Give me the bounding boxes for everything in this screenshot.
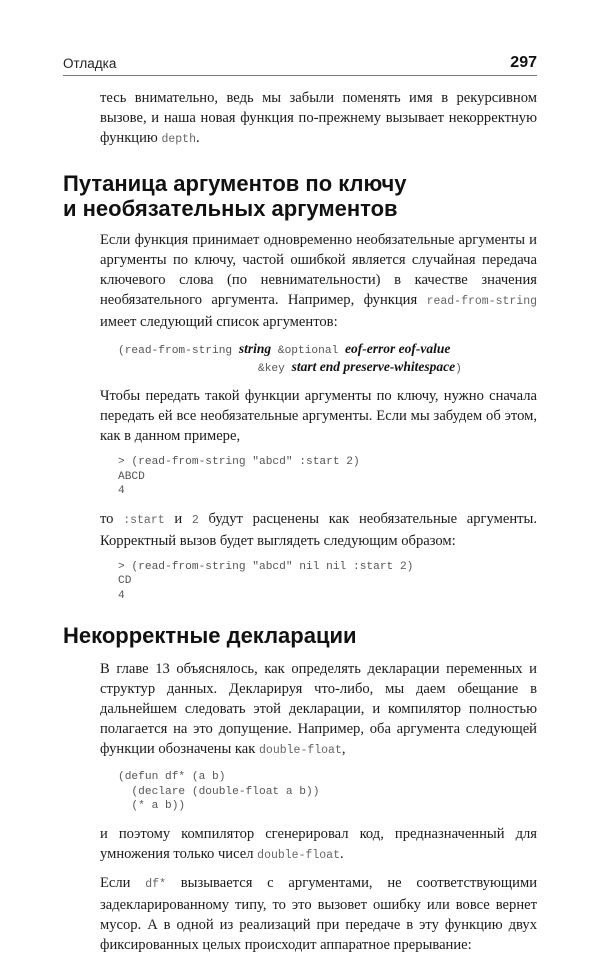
section-heading-arguments [63,171,537,221]
signature-code-block [118,341,537,377]
arguments-text-1a: Если функция принимает одновременно необязательные аргументы и аргументы по ключу, частой ошибкой является случайная передача ключевого слова (по невнимательности) в качестве значения необязательного аргумента. Например, функция [100,232,537,308]
sig-param-string: string [238,341,272,356]
defun-line-3: (* a b)) [118,800,186,812]
section-heading-line2: и необязательных аргументов [63,196,398,221]
intro-text: тесь внимательно, ведь мы забыли поменять имя в рекурсивном вызове, и наша новая функция по-прежнему вызывает некорректную функцию [100,90,537,146]
declarations-code-df: df* [145,877,166,891]
page-content [63,88,537,955]
defun-code-block [118,770,537,814]
declarations-text-3a: Если [100,874,146,891]
sig-key-params: start end preserve-whitespace [291,359,456,374]
example2-line-2: CD [118,575,132,587]
defun-line-1: (defun df* (a b) [118,771,226,783]
arguments-code-start: :start [123,513,165,527]
intro-code-depth: depth [161,133,196,146]
chapter-title: Отладка [63,56,117,71]
example1-line-2: ABCD [118,470,145,483]
intro-text-end: . [195,130,200,146]
declarations-paragraph-1 [100,659,537,761]
example2-line-1: > (read-from-string "abcd" nil nil :start 2) [118,560,414,573]
declarations-text-3b: вызывается с аргументами, не соответствующими задекларированному типу, то это вызовет ошибку или вовсе вернет мусор. А в одной из реализаций при передаче в эту функцию двух фиксированных целых происходит аппаратное прерывание: [100,874,538,953]
signature-line-2 [118,359,537,377]
sig-optional-params: eof-error eof-value [345,341,451,356]
page-number: 297 [510,54,537,71]
example1-line-3: 4 [118,485,125,497]
example-code-block-1 [118,455,537,499]
declarations-text-1b: , [341,741,346,757]
arguments-code-read-from-string: read-from-string [426,295,537,308]
arguments-code-2: 2 [191,513,199,527]
example2-line-3: 4 [118,589,125,602]
arguments-paragraph-1 [100,230,537,332]
sig-key: &key [258,363,292,375]
header-rule [63,75,537,76]
sig-close: ) [455,363,462,375]
declarations-paragraph-2 [100,824,537,866]
declarations-code-double-float: double-float [259,744,342,757]
declarations-text-2a: и поэтому компилятор сгенерировал код, предназначенный для умножения только чисел [100,825,537,862]
signature-line-1 [118,341,537,359]
sig-optional: &optional [271,345,345,357]
declarations-text-1a: В главе 13 объяснялось, как определять декларации переменных и структур данных. Декларируя что-либо, мы даем обещание в дальнейшем следовать этой декларации, и компилятор полностью полагается на это допущение. Например, оба аргумента следующей функции обозначены как [100,661,537,757]
intro-paragraph [100,88,537,150]
declarations-paragraph-3 [100,873,537,955]
arguments-text-3c: будут расценены как необязательные аргументы. Корректный вызов будет выглядеть следующим образом: [100,510,537,549]
arguments-text-1b: имеет следующий список аргументов: [100,314,338,330]
arguments-text-3a: то [100,510,124,527]
example-code-block-2 [118,560,537,604]
running-head [63,54,537,76]
example1-line-1: > (read-from-string "abcd" :start 2) [118,456,360,468]
section-heading-declarations: Некорректные декларации [63,623,357,648]
arguments-text-3b: и [164,510,192,527]
defun-line-2: (declare (double-float a b)) [118,785,320,798]
declarations-text-2b: . [340,845,344,862]
declarations-code-double-float-2: double-float [257,848,340,862]
arguments-paragraph-2: Чтобы передать такой функции аргументы по ключу, нужно сначала передать ей все необязательные аргументы. Если мы забудем об этом, как в данном примере, [100,388,537,444]
section-heading-line1: Путаница аргументов по ключу [63,171,407,196]
arguments-paragraph-3 [100,509,537,551]
sig-fn-name: (read-from-string [118,345,239,357]
